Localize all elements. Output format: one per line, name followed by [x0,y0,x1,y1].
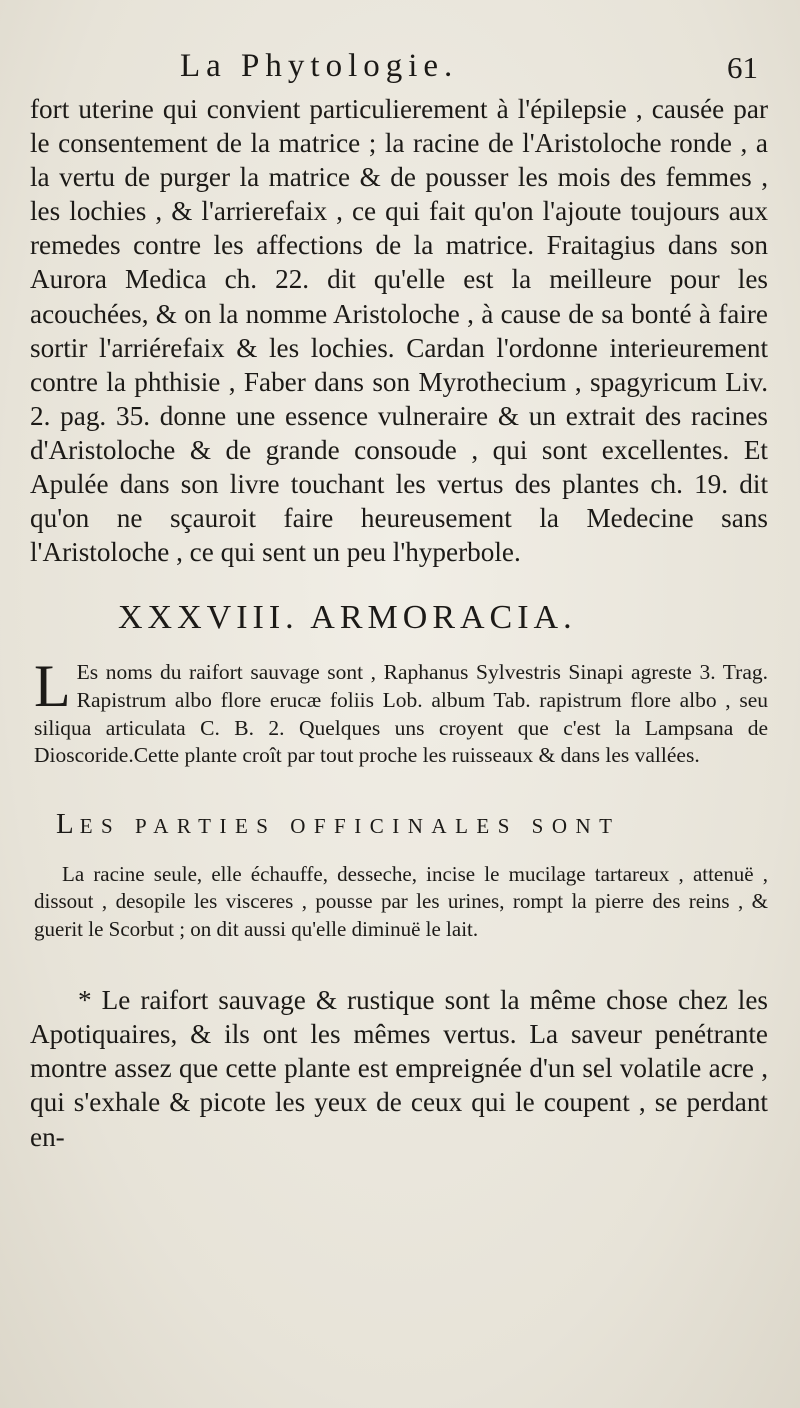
officinal-parts-paragraph: La racine seule, elle échauffe, desseche, incise le mucilage tartareux , attenuë , dissout , desopile les visceres , pousse par les urines, rompt la pierre des reins , & guerit le Scorbut ; on dit aussi qu'elle diminuë le lait. [34,861,768,941]
note-text: Le raifort sauvage & rustique sont la même chose chez les Apotiquaires, & ils ont les mêmes vertus. La saveur penétrante montre assez que cette plante est empreignée d'un sel volatile acre , qui s'exhale & picote les yeux de ceux qui le coupent , se perdant en- [30,985,769,1152]
names-text: Es noms du raifort sauvage sont , Raphanus Sylvestris Sinapi agreste 3. Trag. Rapistrum albo flore erucæ foliis Lob. album Tab. rapistrum flore albo , seu siliqua articulata C. B. 2. Quelques uns croyent que c'est la Lampsana de Dioscoride.Cette plante croît par tout proche les ruisseaux & dans les vallées. [34,660,768,768]
names-paragraph [30,653,768,769]
note-paragraph [30,983,768,1153]
running-title: La Phytologie. [180,48,459,84]
drop-cap: L [34,653,71,720]
subheading-initial: L [56,807,80,840]
officinal-parts-heading [30,808,768,841]
section-title: XXXVIII. ARMORACIA. [118,599,577,637]
subheading-rest: ES PARTIES OFFICINALES SONT [79,813,621,838]
page-header [30,48,768,92]
intro-paragraph: fort uterine qui convient particulierement à l'épilepsie , causée par le consentement de la matrice ; la racine de l'Aristoloche ronde , a la vertu de purger la matrice & de pousser les mois des femmes , les lochies , & l'arrierefaix , ce qui fait qu'on l'ajoute toujours aux remedes contre les affections de la matrice. Fraitagius dans son Aurora Medica ch. 22. dit qu'elle est la meilleure pour les acouchées, & on la nomme Aristoloche , à cause de sa bonté à faire sortir l'arriérefaix & les lochies. Cardan l'ordonne interieurement contre la phthisie , Faber dans son Myrothecium , spagyricum Liv. 2. pag. 35. donne une essence vulneraire & un extrait des racines d'Aristoloche & de grande consoude , qui sont excellentes. Et Apulée dans son livre touchant les vertus des plantes ch. 19. dit qu'on ne sçauroit faire heureusement la Medecine sans l'Aristoloche , ce qui sent un peu l'hyperbole. [30,94,768,568]
page-number: 61 [727,50,758,85]
asterisk-mark: * [78,985,92,1016]
